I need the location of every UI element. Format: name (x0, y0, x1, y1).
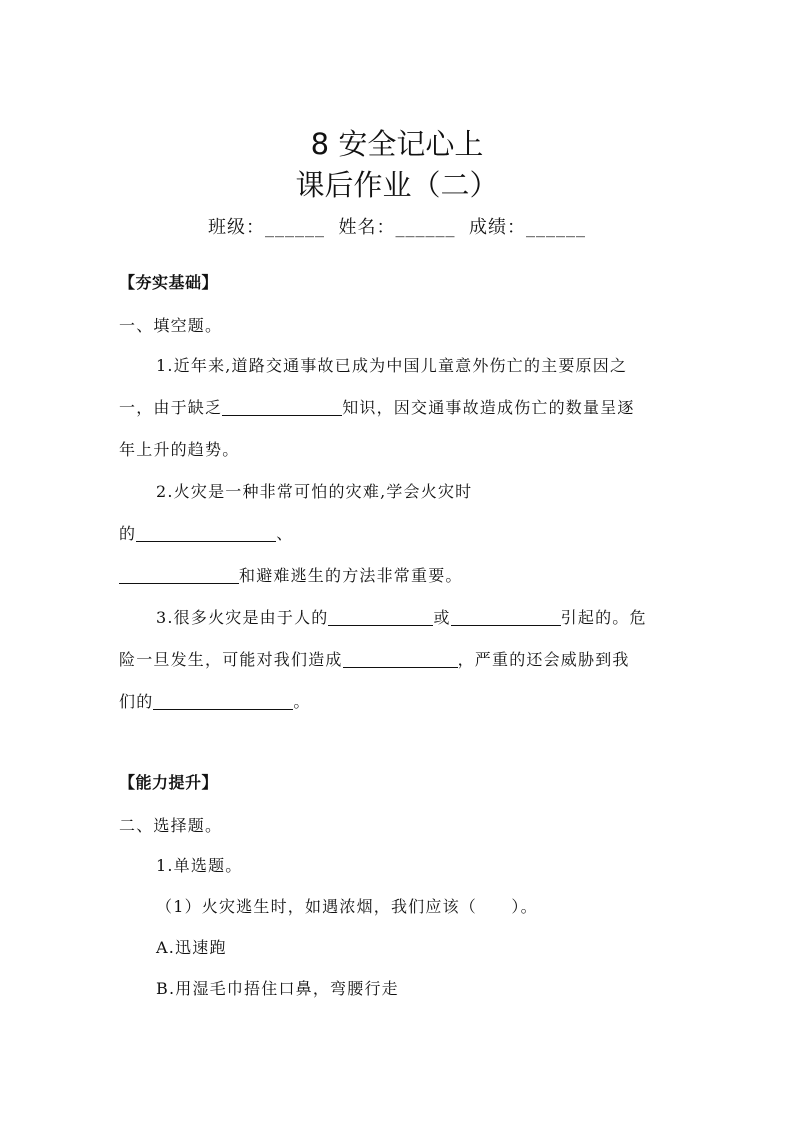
q1-line3: 年上升的趋势。 (119, 440, 240, 459)
q3-line3 (119, 689, 311, 712)
name-label: 姓名： (338, 217, 396, 238)
q3-text-f: 们的 (119, 692, 154, 711)
q1-text-a: 一，由于缺乏 (119, 398, 223, 417)
q2-text-b: 、 (276, 524, 294, 543)
q3-line1 (156, 605, 647, 628)
q2-line2 (119, 521, 293, 544)
part-fill-in: 一、填空题。 (119, 316, 223, 335)
q1-answer-blank[interactable] (222, 399, 342, 416)
option-b[interactable]: B.用湿毛巾捂住口鼻，弯腰行走 (156, 979, 399, 998)
page-title: 8 安全记心上 (310, 127, 484, 161)
q3-answer-blank-1[interactable] (328, 609, 433, 626)
q2-answer-blank-2[interactable] (119, 567, 239, 584)
single-choice-heading: 1.单选题。 (156, 856, 243, 875)
q3-text-e: ，严重的还会威胁到我 (457, 650, 630, 669)
q3-answer-blank-2[interactable] (451, 609, 561, 626)
page-subtitle: 课后作业（二） (295, 168, 499, 202)
q2-answer-blank-1[interactable] (136, 525, 276, 542)
part-choice: 二、选择题。 (119, 816, 223, 835)
q1-text-b: 知识，因交通事故造成伤亡的数量呈逐 (342, 398, 635, 417)
score-blank[interactable]: ______ (525, 217, 586, 238)
q3-answer-blank-3[interactable] (343, 651, 458, 668)
section-heading-advanced: 【能力提升】 (119, 773, 219, 792)
q2-line1: 2.火灾是一种非常可怕的灾难,学会火灾时 (156, 482, 473, 501)
q3-text-c: 引起的。危 (560, 608, 647, 627)
question-1: （1）火灾逃生时，如遇浓烟，我们应该（ ）。 (156, 897, 538, 916)
q1-line2 (119, 395, 635, 418)
option-a[interactable]: A.迅速跑 (156, 938, 227, 957)
q2-text-a: 的 (119, 524, 137, 543)
q3-text-d: 险一旦发生，可能对我们造成 (119, 650, 343, 669)
q2-text-c: 和避难逃生的方法非常重要。 (239, 566, 463, 585)
name-blank[interactable]: ______ (395, 217, 456, 238)
class-blank[interactable]: ______ (265, 217, 326, 238)
q3-text-g: 。 (293, 692, 311, 711)
q3-text-a: 3.很多火灾是由于人的 (156, 608, 329, 627)
q3-text-b: 或 (433, 608, 451, 627)
q2-line3 (119, 563, 463, 586)
student-info-row (0, 213, 794, 239)
score-label: 成绩： (468, 217, 526, 238)
q3-answer-blank-4[interactable] (153, 693, 293, 710)
section-heading-basics: 【夯实基础】 (119, 273, 219, 292)
q3-line2 (119, 647, 630, 670)
q1-line1: 1.近年来,道路交通事故已成为中国儿童意外伤亡的主要原因之 (156, 356, 628, 375)
class-label: 班级： (208, 217, 266, 238)
